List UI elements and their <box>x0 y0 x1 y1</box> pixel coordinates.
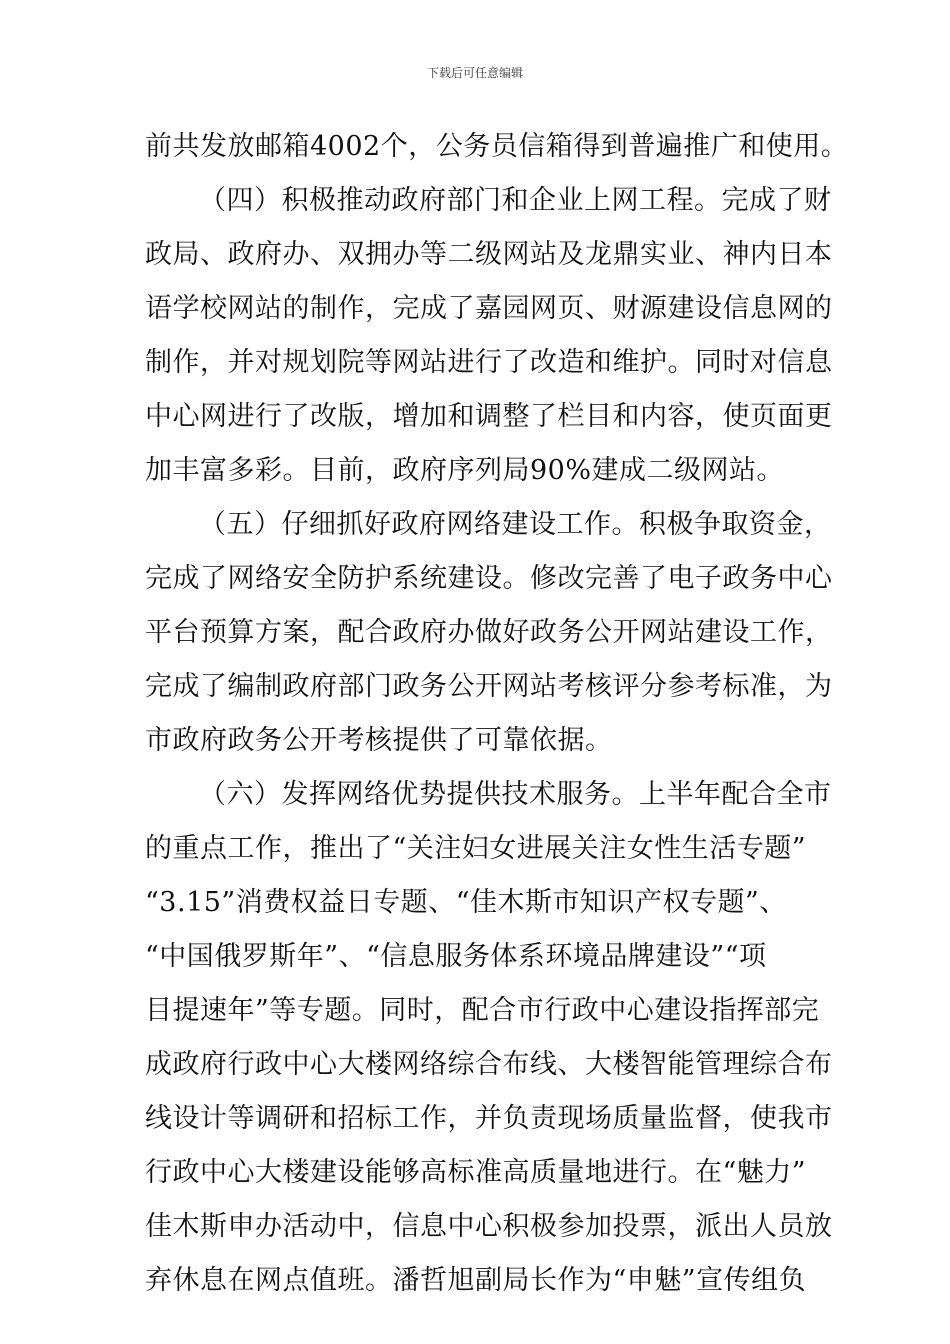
text-line: 平台预算方案，配合政府办做好政务公开网站建设工作， <box>145 617 833 648</box>
text-line: 行政中心大楼建设能够高标准高质量地进行。在“魅力” <box>145 1157 807 1188</box>
text-line: 市政府政务公开考核提供了可靠依据。 <box>145 725 613 756</box>
section-heading-line: （四）积极推动政府部门和企业上网工程。完成了财 <box>199 185 832 216</box>
text-line: “3.15”消费权益日专题、“佳木斯市知识产权专题”、 <box>145 887 787 918</box>
text-line: 佳木斯申办活动中，信息中心积极参加投票，派出人员放 <box>145 1211 833 1242</box>
text-line: 目提速年”等专题。同时，配合市行政中心建设指挥部完 <box>145 995 820 1026</box>
text-line: 前共发放邮箱4002个，公务员信箱得到普遍推广和使用。 <box>145 131 849 162</box>
text-line: 语学校网站的制作，完成了嘉园网页、财源建设信息网的 <box>145 293 833 324</box>
text-line: “中国俄罗斯年”、“信息服务体系环境品牌建设”“项 <box>145 941 767 972</box>
text-line: 制作，并对规划院等网站进行了改造和维护。同时对信息 <box>145 347 833 378</box>
body-text <box>145 120 849 1308</box>
text-line: 线设计等调研和招标工作，并负责现场质量监督，使我市 <box>145 1103 833 1134</box>
text-line: 政局、政府办、双拥办等二级网站及龙鼎实业、神内日本 <box>145 239 833 270</box>
text-line: 弃休息在网点值班。潘哲旭副局长作为“申魅”宣传组负 <box>145 1265 807 1296</box>
page-header: 下载后可任意编辑 <box>426 66 523 80</box>
text-line: 成政府行政中心大楼网络综合布线、大楼智能管理综合布 <box>145 1049 833 1080</box>
text-line: 加丰富多彩。目前，政府序列局90%建成二级网站。 <box>145 455 785 486</box>
text-line: 完成了编制政府部门政务公开网站考核评分参考标准，为 <box>145 671 833 702</box>
text-line: 的重点工作，推出了“关注妇女进展关注女性生活专题” <box>145 833 807 864</box>
section-heading-line: （六）发挥网络优势提供技术服务。上半年配合全市 <box>199 779 832 810</box>
text-line: 中心网进行了改版，增加和调整了栏目和内容，使页面更 <box>145 401 833 432</box>
text-line: 完成了网络安全防护系统建设。修改完善了电子政务中心 <box>145 563 833 594</box>
section-heading-line: （五）仔细抓好政府网络建设工作。积极争取资金， <box>199 509 832 540</box>
